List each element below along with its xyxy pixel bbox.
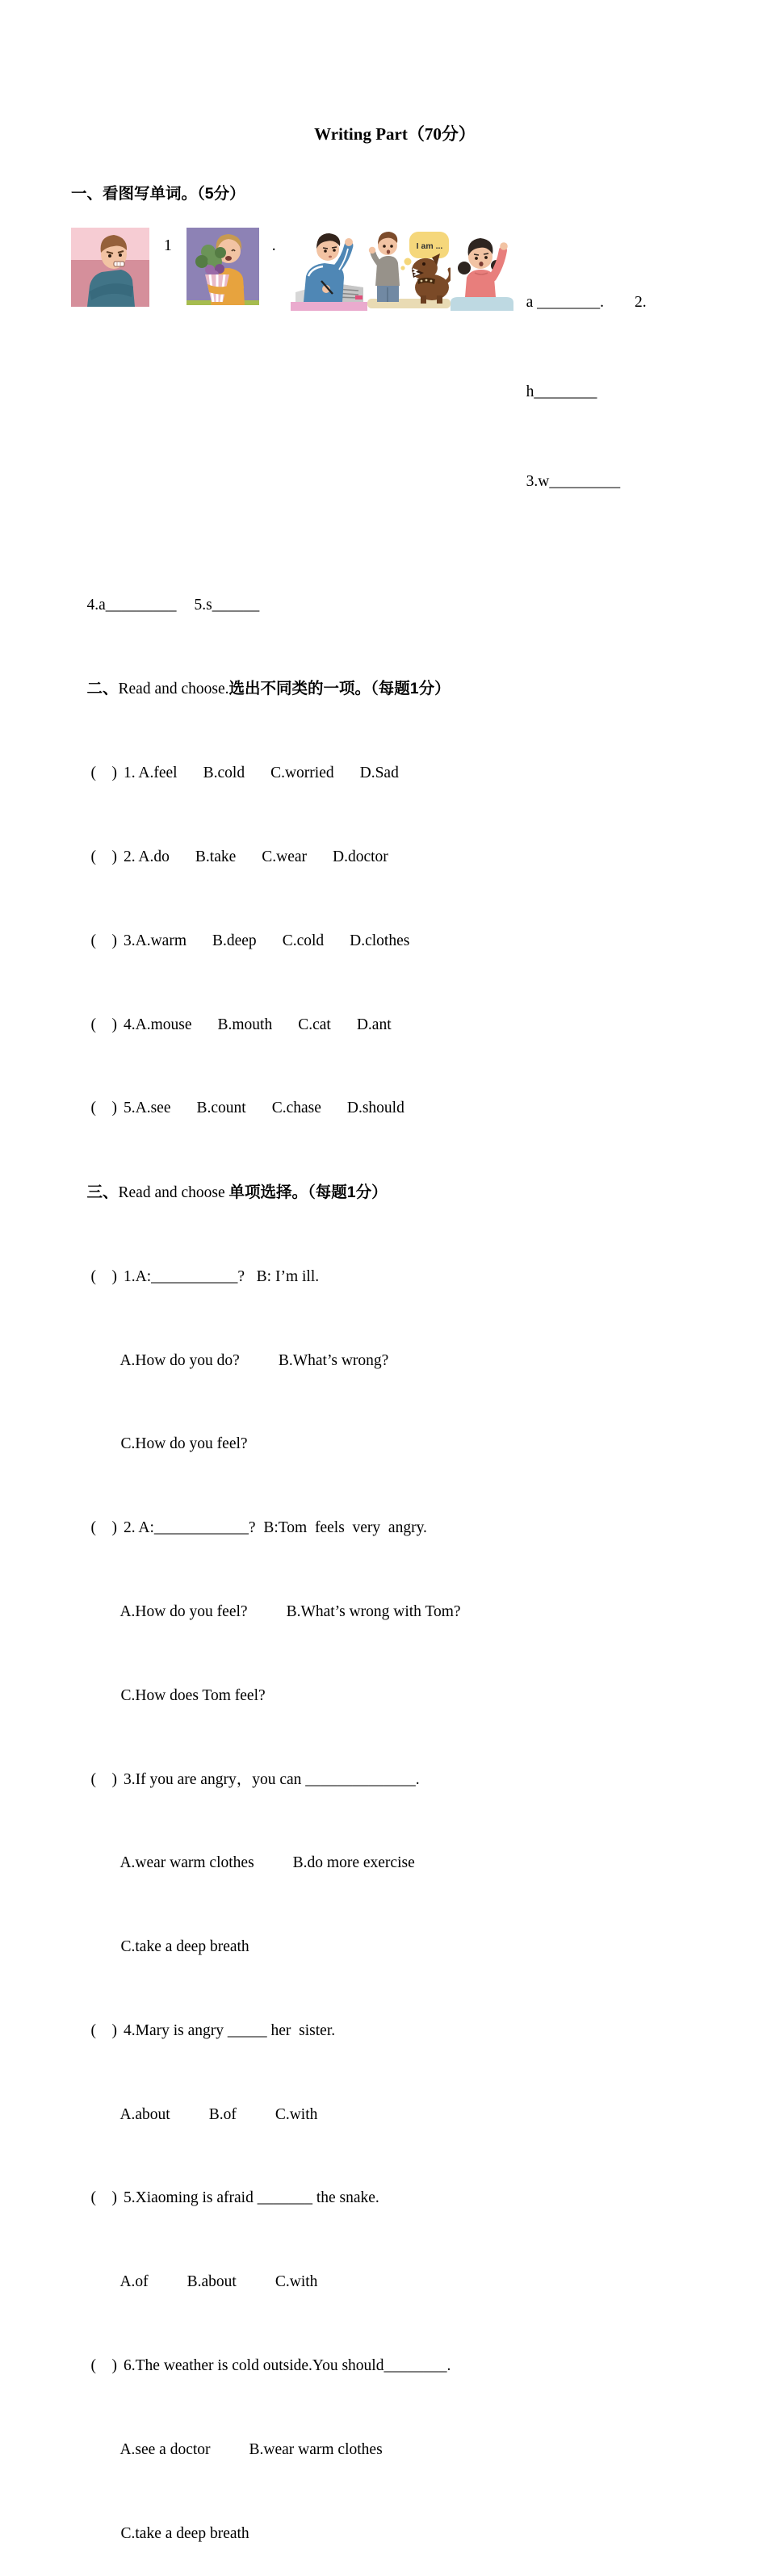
mc-question-5-options (71, 2241, 719, 2325)
option: 3.A.warm (124, 932, 187, 949)
odd-one-out-question-2 (71, 815, 719, 899)
mc-question-1 (71, 1235, 719, 1319)
question-text: 5.Xiaoming is afraid _______ the snake. (124, 2189, 379, 2207)
option-c: C.with (275, 2273, 318, 2291)
question-text: 2. A:____________? B:Tom feels very angry. (124, 1519, 427, 1537)
question-text: 4.Mary is angry _____ her sister. (124, 2021, 336, 2039)
section3-number: 三、 (86, 1183, 119, 1202)
answer-paren: ( ) (90, 1519, 117, 1537)
odd-one-out-question-4 (71, 983, 719, 1067)
scared-boy-with-dog-image (367, 228, 451, 308)
option: C.wear (262, 848, 308, 865)
option-a: A.wear warm clothes (119, 1854, 254, 1872)
odd-one-out-question-5 (71, 1067, 719, 1151)
option-c: C.take a deep breath (120, 2524, 249, 2542)
mc-question-6-option-c (71, 2492, 719, 2576)
odd-one-out-question-3 (71, 899, 719, 983)
option: D.should (346, 1100, 404, 1117)
option-a: A.How do you feel? (119, 1602, 248, 1620)
option: B.mouth (217, 1016, 273, 1033)
option: 5.A.see (124, 1100, 171, 1117)
option: 4.A.mouse (124, 1016, 192, 1033)
answer-line-1 (526, 287, 647, 317)
mc-question-2 (71, 1487, 719, 1571)
angry-boy-image (71, 228, 149, 307)
odd-one-out-question-1 (71, 732, 719, 816)
option-b: B.wear warm clothes (249, 2440, 383, 2458)
answer-paren: ( ) (90, 764, 117, 782)
option: B.take (195, 848, 237, 865)
option-a: A.see a doctor (119, 2440, 211, 2458)
section2-heading-en: Read and choose. (118, 681, 229, 698)
option: B.cold (203, 764, 245, 782)
option: C.chase (271, 1100, 321, 1117)
picture-word-row (71, 228, 719, 556)
blank-2-label: 2. (635, 294, 647, 311)
answer-paren: ( ) (90, 2357, 117, 2374)
question-text: 6.The weather is cold outside.You should________. (124, 2357, 451, 2374)
mc-question-1-option-c (71, 1403, 719, 1487)
mc-question-1-options-ab (71, 1319, 719, 1403)
mc-question-5 (71, 2157, 719, 2241)
mc-question-2-options-ab (71, 1570, 719, 1654)
picture-label-1: 1 (164, 237, 172, 254)
answer-line-3 (526, 467, 647, 496)
section2-number: 二、 (86, 680, 119, 698)
option-b: B.do more exercise (292, 1854, 415, 1872)
option: C.worried (270, 764, 334, 782)
option-c: C.How does Tom feel? (120, 1686, 266, 1704)
option: D.doctor (333, 848, 388, 865)
mc-question-3-options-ab (71, 1822, 719, 1906)
mc-question-3-option-c (71, 1906, 719, 1990)
option: D.clothes (350, 932, 410, 949)
answer-line-2 (526, 377, 647, 407)
mc-question-6-options-ab (71, 2408, 719, 2492)
blank-4a: 4.a_________ (86, 596, 177, 614)
answer-paren: ( ) (90, 1100, 117, 1117)
worried-boy-doing-homework-image (291, 228, 367, 311)
happy-girl-with-flowers-image (187, 228, 259, 305)
answer-paren: ( ) (90, 2021, 117, 2039)
option-b: B.about (187, 2273, 237, 2291)
option: B.count (196, 1100, 246, 1117)
section3-heading-cn: 单项选择。（每题1分） (228, 1183, 388, 1202)
option-c: C.with (275, 2105, 318, 2123)
answer-paren: ( ) (90, 1016, 117, 1033)
section1-heading (71, 181, 719, 203)
section3-heading (71, 1150, 719, 1235)
section1-answer-blanks (526, 228, 647, 556)
afraid-girl-raising-hand-image (451, 228, 513, 311)
mc-question-4 (71, 1989, 719, 2073)
option-a: A.of (119, 2273, 149, 2291)
option-a: A.How do you do? (119, 1351, 240, 1369)
page-title: Writing Part（70分） (314, 124, 476, 144)
option-a: A.about (119, 2105, 170, 2123)
option: D.ant (356, 1016, 392, 1033)
option: D.Sad (359, 764, 399, 782)
speech-bubble-text: I am ... (416, 241, 442, 251)
option-c: C.How do you feel? (120, 1435, 248, 1453)
section1-heading-text: 一、看图写单词。（5分） (71, 185, 245, 203)
option-c: C.take a deep breath (120, 1938, 249, 1956)
option-b: B.of (208, 2105, 237, 2123)
picture-label-dot: . (271, 237, 276, 254)
blank-3w: 3.w_________ (526, 473, 621, 490)
mc-question-4-options (71, 2073, 719, 2157)
option: C.cat (298, 1016, 331, 1033)
blank-1a: a ________. (526, 294, 605, 311)
option-b: B.What’s wrong? (278, 1351, 389, 1369)
answer-paren: ( ) (90, 1267, 117, 1285)
section3-heading-en: Read and choose (118, 1184, 229, 1202)
option-b: B.What’s wrong with Tom? (286, 1602, 461, 1620)
section2-heading-cn: 选出不同类的一项。（每题1分） (228, 680, 451, 698)
option: 1. A.feel (124, 764, 178, 782)
answer-paren: ( ) (90, 848, 117, 865)
option: C.cold (282, 932, 325, 949)
blank-2h: h________ (526, 383, 597, 400)
section2-heading (71, 647, 719, 732)
mc-question-2-option-c (71, 1654, 719, 1738)
question-text: 3.If you are angry，you can ______________. (124, 1770, 420, 1788)
answer-paren: ( ) (90, 2189, 117, 2207)
answer-paren: ( ) (90, 932, 117, 949)
option: 2. A.do (124, 848, 170, 865)
mc-question-6 (71, 2324, 719, 2408)
option: B.deep (212, 932, 257, 949)
question-text: 1.A:___________? B: I’m ill. (124, 1267, 320, 1285)
blank-5s: 5.s______ (194, 596, 260, 614)
answer-paren: ( ) (90, 1770, 117, 1788)
mc-question-3 (71, 1738, 719, 1822)
section1-bottom-blanks (71, 563, 719, 647)
